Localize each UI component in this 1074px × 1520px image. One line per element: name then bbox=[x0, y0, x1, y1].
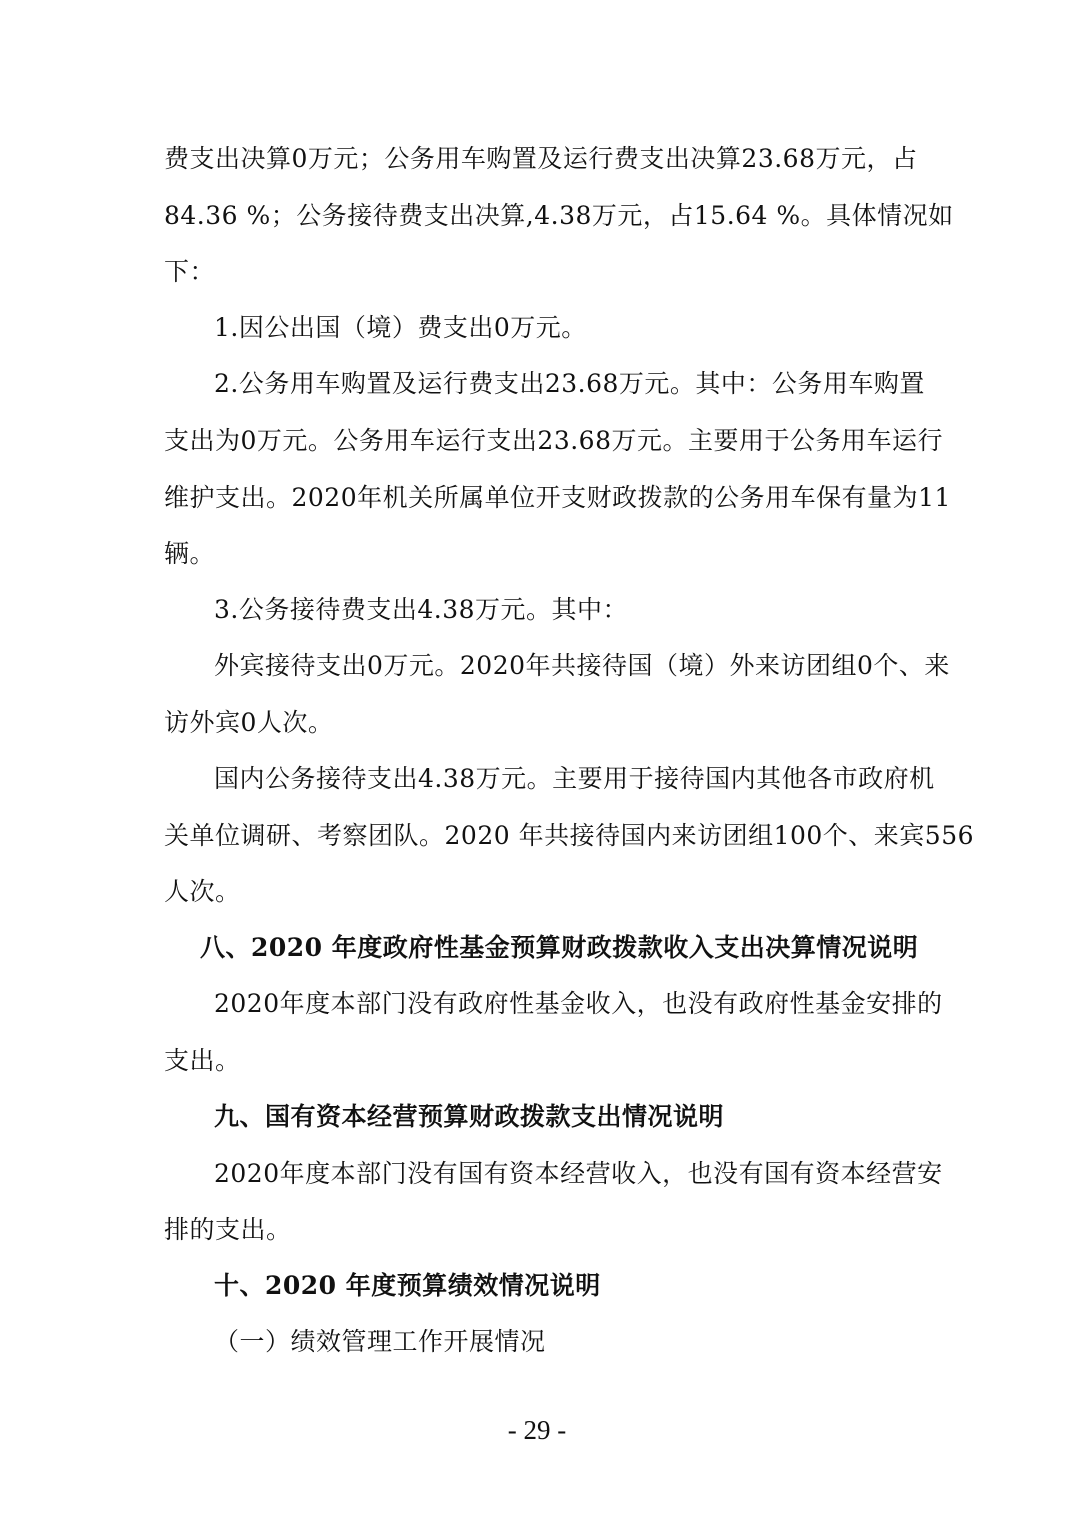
body-line: 人次。 bbox=[164, 877, 241, 906]
subsection-heading: （一）绩效管理工作开展情况 bbox=[214, 1327, 546, 1356]
body-line: 费支出决算0万元；公务用车购置及运行费支出决算23.68万元，占 bbox=[164, 144, 918, 173]
body-line: 外宾接待支出0万元。2020年共接待国（境）外来访团组0个、来 bbox=[214, 651, 950, 680]
body-line: 2020年度本部门没有政府性基金收入，也没有政府性基金安排的 bbox=[214, 989, 943, 1018]
section-heading-8: 八、2020 年度政府性基金预算财政拨款收入支出决算情况说明 bbox=[200, 933, 919, 962]
body-line: 84.36 %；公务接待费支出决算,4.38万元，占15.64 %。具体情况如 bbox=[164, 201, 954, 230]
body-line: 支出。 bbox=[164, 1046, 241, 1075]
body-line: 维护支出。2020年机关所属单位开支财政拨款的公务用车保有量为11 bbox=[164, 483, 951, 512]
section-heading-10: 十、2020 年度预算绩效情况说明 bbox=[214, 1271, 601, 1300]
body-line: 2020年度本部门没有国有资本经营收入，也没有国有资本经营安 bbox=[214, 1159, 943, 1188]
section-heading-9: 九、国有资本经营预算财政拨款支出情况说明 bbox=[214, 1102, 725, 1131]
body-line: 排的支出。 bbox=[164, 1215, 292, 1244]
body-line: 支出为0万元。公务用车运行支出23.68万元。主要用于公务用车运行 bbox=[164, 426, 943, 455]
body-line: 国内公务接待支出4.38万元。主要用于接待国内其他各市政府机 bbox=[214, 764, 935, 793]
body-line: 访外宾0人次。 bbox=[164, 708, 334, 737]
body-line: 1.因公出国（境）费支出0万元。 bbox=[214, 313, 587, 342]
body-line: 关单位调研、考察团队。2020 年共接待国内来访团组100个、来宾556 bbox=[164, 821, 975, 850]
body-line: 3.公务接待费支出4.38万元。其中： bbox=[214, 595, 629, 624]
body-line: 2.公务用车购置及运行费支出23.68万元。其中：公务用车购置 bbox=[214, 369, 925, 398]
body-line: 辆。 bbox=[164, 539, 216, 568]
page-number: - 29 - bbox=[507, 1415, 567, 1445]
body-line: 下： bbox=[164, 257, 216, 286]
